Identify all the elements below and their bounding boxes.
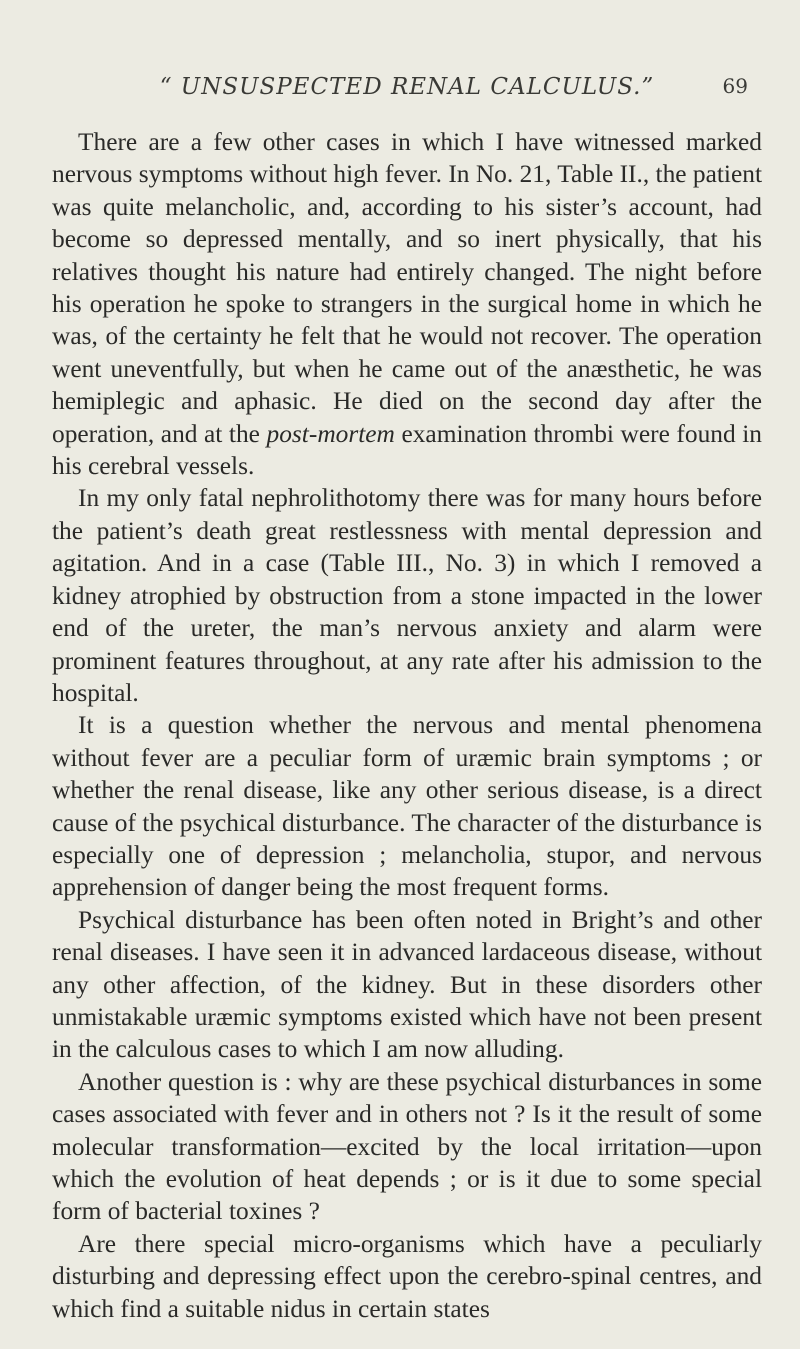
paragraph-1-after: examination thrombi were found in his cerebral vessels.	[52, 419, 762, 481]
paragraph-5: Another question is : why are these psychical disturbances in some cases associated with fever and in others not ? Is it the result of some molecular transformation—excited by the local irritation—upon which the evolution of heat depends ; or is it due to some special form of bacterial toxines ?	[52, 1067, 762, 1226]
paragraph-1-before: There are a few other cases in which I have witnessed marked nervous symptoms without high fever. In No. 21, Table II., the patient was quite melancholic, and, according to his sister’s account, had become so depressed mentally, and so inert physically, that his relatives thought his nature had entirely changed. The night before his operation he spoke to strangers in the surgical home in which he was, of the certainty he felt that he would not recover. The operation went uneventfully, but when he came out of the anæsthetic, he was hemiplegic and aphasic. He died on the second day after the operation, and at the	[52, 128, 762, 448]
paragraph-2: In my only fatal nephrolithotomy there was for many hours before the patient’s death great restlessness with mental depression and agitation. And in a case (Table III., No. 3) in which I removed a kidney atrophied by obstruction from a stone impacted in the lower end of the ureter, the man’s nervous anxiety and alarm were prominent features throughout, at any rate after his admission to the hospital.	[52, 484, 762, 707]
paragraph-3: It is a question whether the nervous and mental phenomena without fever are a peculiar form of uræmic brain symptoms ; or whether the renal disease, like any other serious disease, is a direct cause of the psychical disturbance. The character of the disturbance is especially one of depression ; melancholia, stupor, and nervous apprehension of danger being the most frequent forms.	[52, 711, 762, 902]
paragraph-6: Are there special micro-organisms which have a peculiarly disturbing and depressing effect upon the cerebro-spinal centres, and which find a suitable nidus in certain states	[52, 1229, 762, 1323]
page-number: 69	[722, 74, 748, 98]
paragraph-1	[52, 126, 762, 482]
paragraph-1-emphasis: post-mortem	[266, 419, 395, 448]
running-head: “ UNSUSPECTED RENAL CALCULUS.”	[159, 74, 655, 100]
page-header	[52, 58, 762, 98]
body-text	[52, 126, 762, 1325]
paragraph-4: Psychical disturbance has been often noted in Bright’s and other renal diseases. I have seen it in advanced lardaceous disease, without any other affection, of the kidney. But in these disorders other unmistakable uræmic symptoms existed which have not been present in the calculous cases to which I am now alluding.	[52, 905, 762, 1064]
